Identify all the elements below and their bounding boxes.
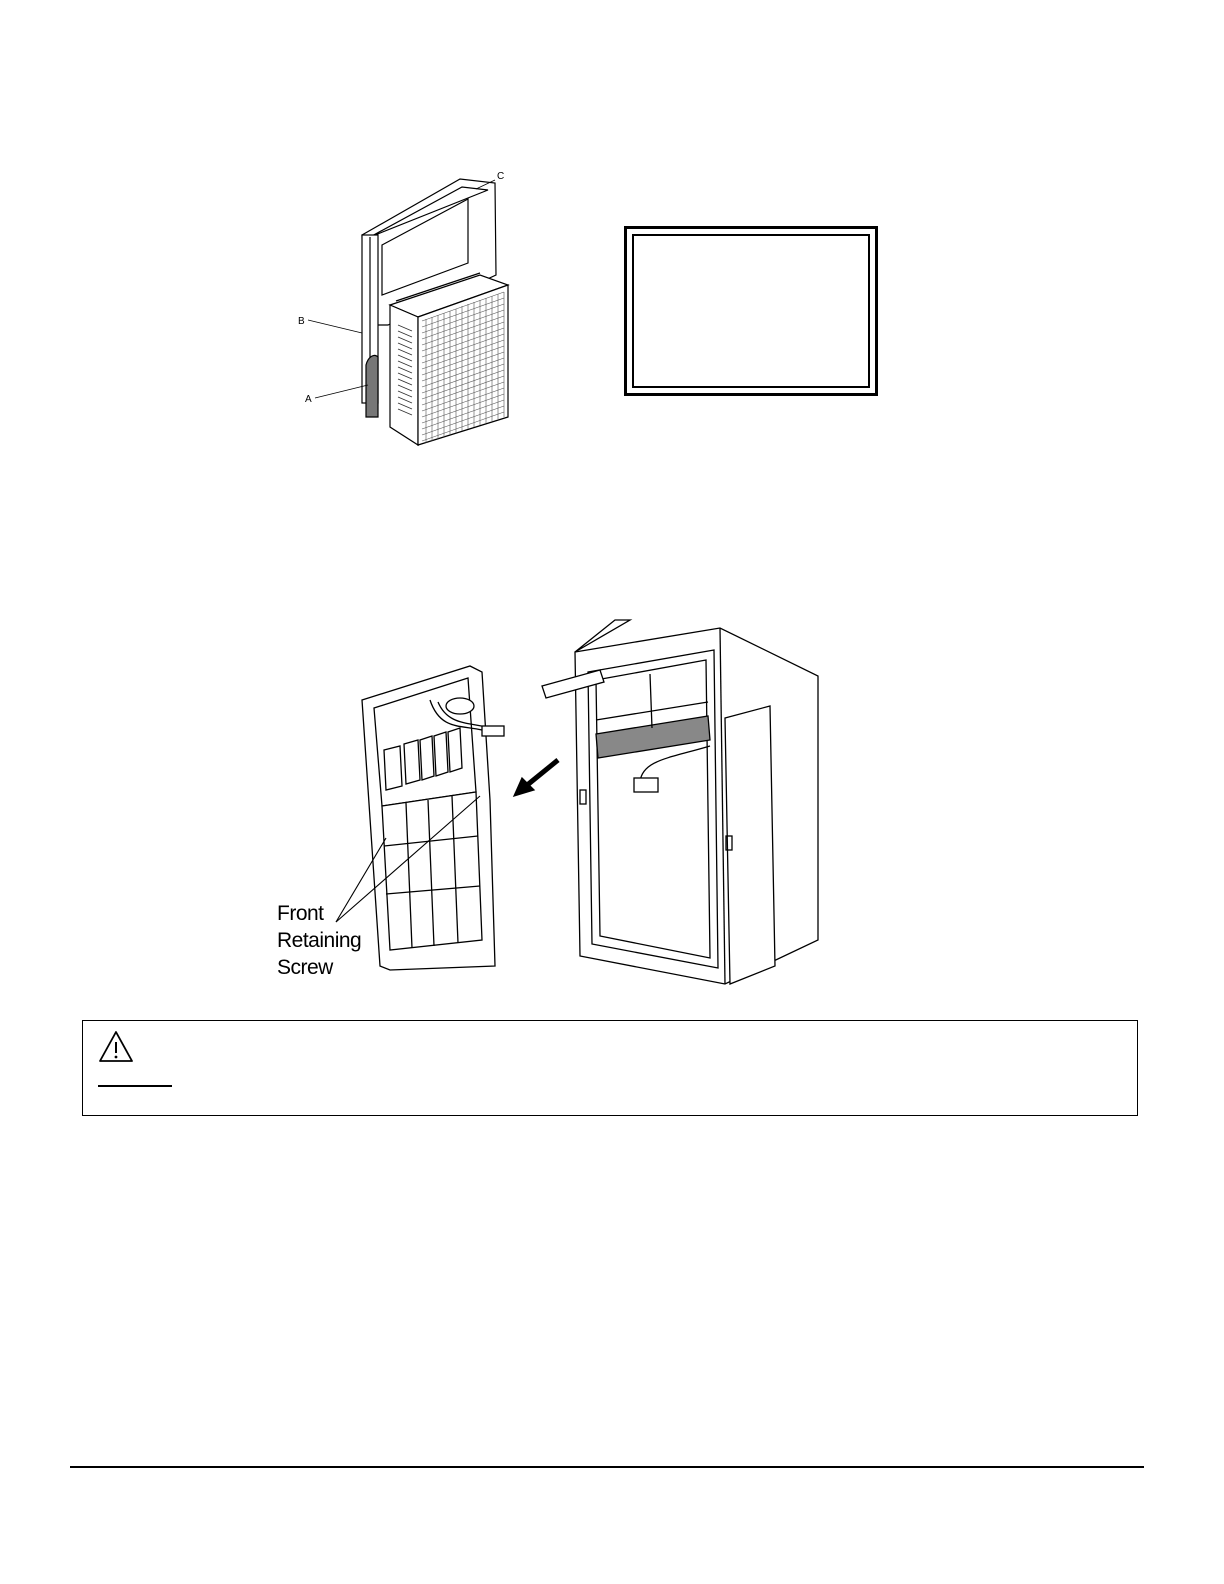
warning-heading-underline	[98, 1085, 172, 1087]
sleeve-installation-figure	[290, 165, 530, 455]
callout-label-line-1: Front	[277, 902, 324, 925]
callout-label-line-2: Retaining	[277, 929, 362, 952]
callout-label-b: B	[298, 316, 305, 327]
footer-rule	[70, 1466, 1144, 1468]
blank-framed-box	[624, 226, 878, 396]
front-panel-removal-figure	[270, 610, 830, 990]
callout-label-line-3: Screw	[277, 956, 333, 979]
callout-label-a: A	[305, 394, 312, 405]
warning-box	[82, 1020, 1138, 1116]
warning-triangle-icon	[98, 1030, 134, 1064]
callout-label-c: C	[497, 171, 505, 182]
